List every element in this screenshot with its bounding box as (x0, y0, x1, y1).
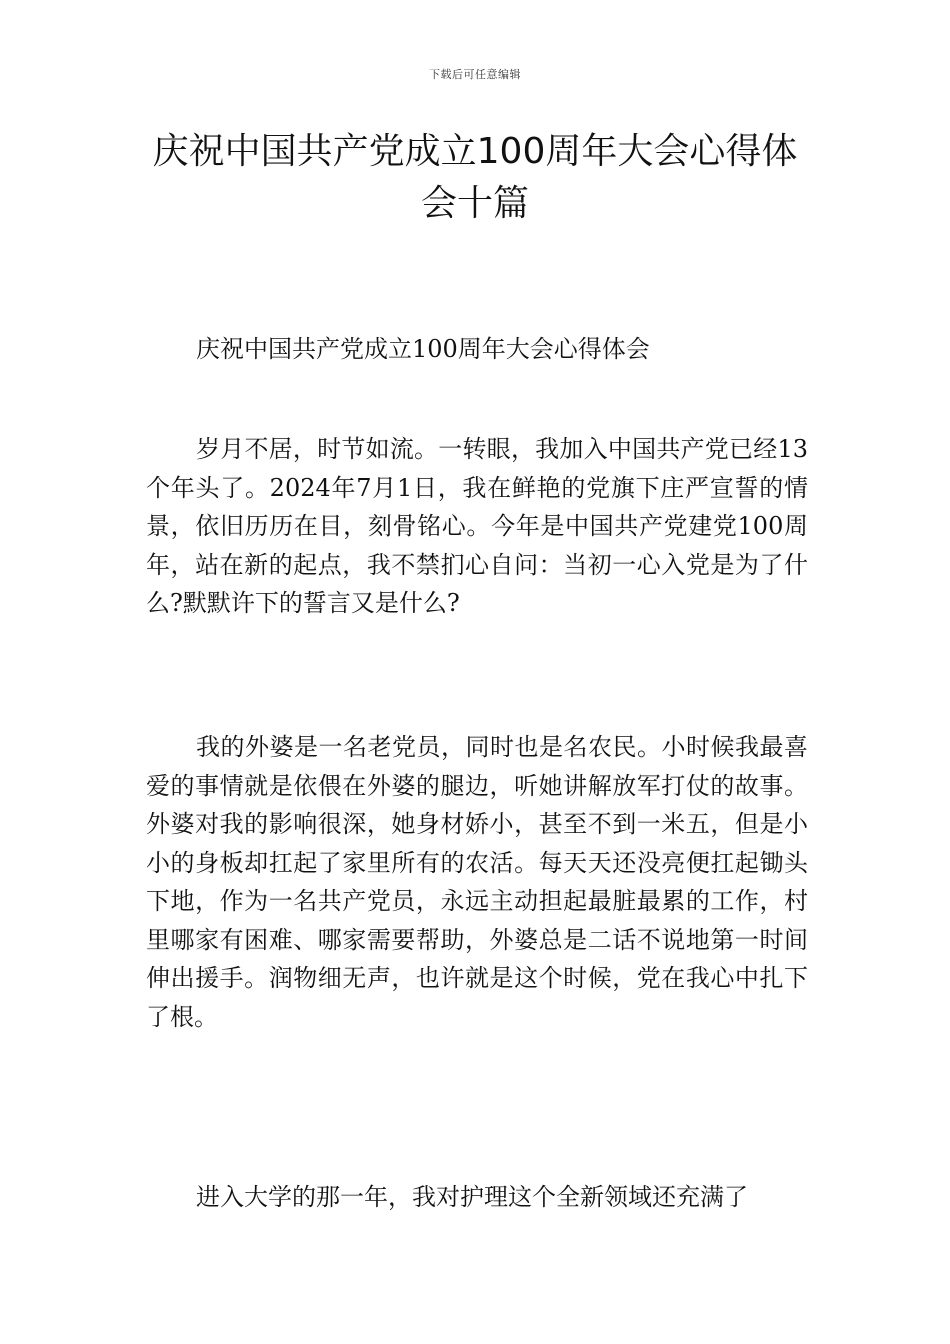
section-subtitle: 庆祝中国共产党成立100周年大会心得体会 (196, 335, 650, 363)
document-title: 庆祝中国共产党成立100周年大会心得体会十篇 (152, 131, 798, 224)
paragraph-3: 进入大学的那一年，我对护理这个全新领域还充满了 (196, 1183, 748, 1211)
paragraph-1: 岁月不居，时节如流。一转眼，我加入中国共产党已经13个年头了。2024年7月1日，我在鲜艳的党旗下庄严宣誓的情景，依旧历历在目，刻骨铭心。今年是中国共产党建党100周年，站在新的起点，我不禁扪心自问：当初一心入党是为了什么?默默许下的誓言又是什么? (146, 435, 808, 617)
page-header-note: 下载后可任意编辑 (429, 68, 521, 81)
paragraph-2: 我的外婆是一名老党员，同时也是名农民。小时候我最喜爱的事情就是依偎在外婆的腿边，听她讲解放军打仗的故事。外婆对我的影响很深，她身材娇小，甚至不到一米五，但是小小的身板却扛起了家里所有的农活。每天天还没亮便扛起锄头下地，作为一名共产党员，永远主动担起最脏最累的工作，村里哪家有困难、哪家需要帮助，外婆总是二话不说地第一时间伸出援手。润物细无声，也许就是这个时候，党在我心中扎下了根。 (146, 733, 808, 1031)
